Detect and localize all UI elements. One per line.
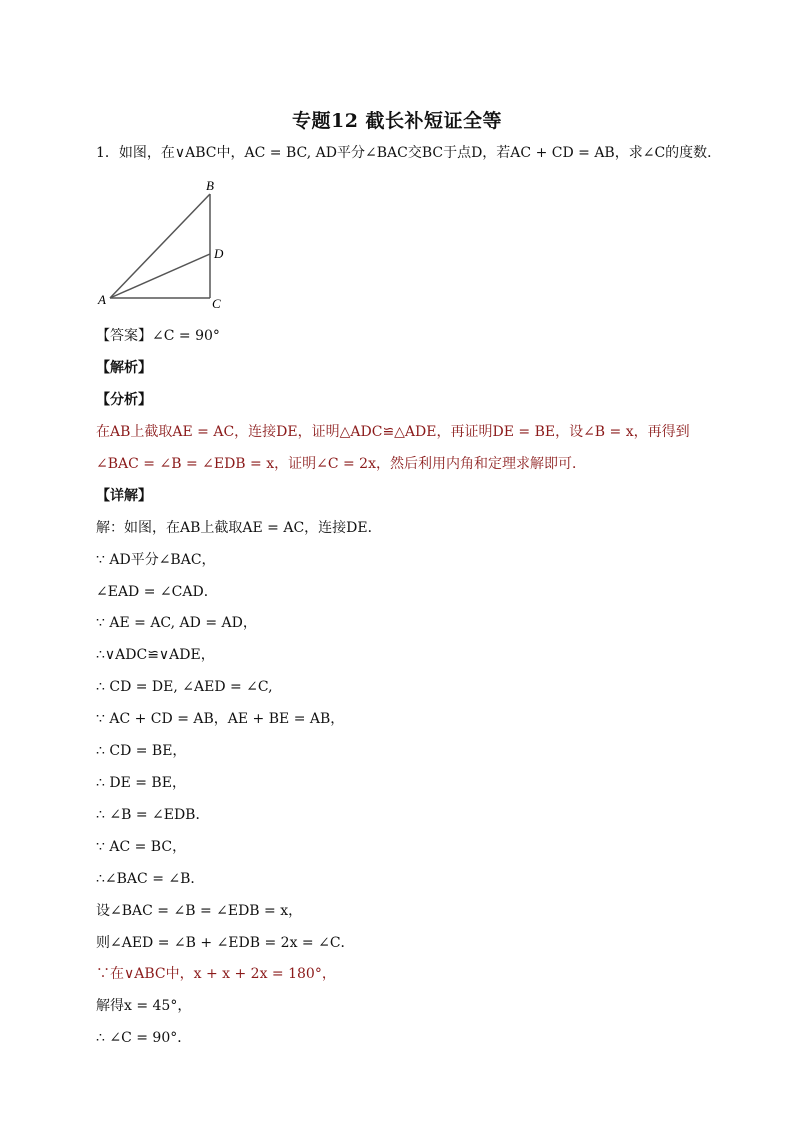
step-line: ∠EAD = ∠CAD．: [96, 584, 218, 600]
question-text: 1．如图，在∨ABC中，AC = BC, AD平分∠BAC交BC于点D，若AC + CD = AB，求∠C的度数．: [96, 145, 722, 161]
step-line: ∴ CD = DE, ∠AED = ∠C,: [96, 679, 273, 695]
xiangjie-label: 【详解】: [96, 488, 152, 504]
label-d: D: [214, 246, 224, 261]
analysis-line-2: ∠BAC = ∠B = ∠EDB = x，证明∠C = 2x，然后利用内角和定理求解即可．: [96, 456, 586, 472]
label-c: C: [212, 296, 221, 311]
analysis-line-1: 在AB上截取AE = AC，连接DE，证明△ADC≌△ADE，再证明DE = BE，设∠B = x，再得到: [96, 424, 690, 440]
answer-line: 【答案】∠C = 90°: [96, 328, 220, 344]
step-line: 解得x = 45°，: [96, 998, 192, 1014]
jiexi-label: 【解析】: [96, 360, 152, 376]
segment-ad: [110, 254, 210, 298]
step-line: ∵在∨ABC中，x + x + 2x = 180°，: [96, 966, 336, 982]
step-line: 则∠AED = ∠B + ∠EDB = 2x = ∠C．: [96, 935, 355, 951]
step-line: ∴ DE = BE，: [96, 775, 186, 791]
page-title: 专题12 截长补短证全等: [291, 110, 503, 132]
step-line: 解：如图，在AB上截取AE = AC，连接DE．: [96, 520, 382, 536]
step-line: ∵ AC = BC，: [96, 839, 187, 855]
step-line: ∴ CD = BE，: [96, 743, 187, 759]
step-line: ∵ AC + CD = AB，AE + BE = AB，: [96, 711, 345, 727]
triangle-figure: [96, 176, 236, 311]
step-line: ∵ AD平分∠BAC，: [96, 552, 216, 568]
step-line: 设∠BAC = ∠B = ∠EDB = x，: [96, 903, 303, 919]
label-b: B: [206, 178, 214, 193]
fenxi-label: 【分析】: [96, 392, 152, 408]
step-line: ∴ ∠B = ∠EDB．: [96, 807, 210, 823]
step-line: ∴∠BAC = ∠B．: [96, 871, 205, 887]
step-line: ∵ AE = AC, AD = AD，: [96, 615, 257, 631]
step-line: ∴∨ADC≌∨ADE，: [96, 647, 215, 663]
segment-ab: [110, 194, 210, 298]
label-a: A: [98, 292, 106, 307]
step-line: ∴ ∠C = 90°．: [96, 1030, 192, 1046]
